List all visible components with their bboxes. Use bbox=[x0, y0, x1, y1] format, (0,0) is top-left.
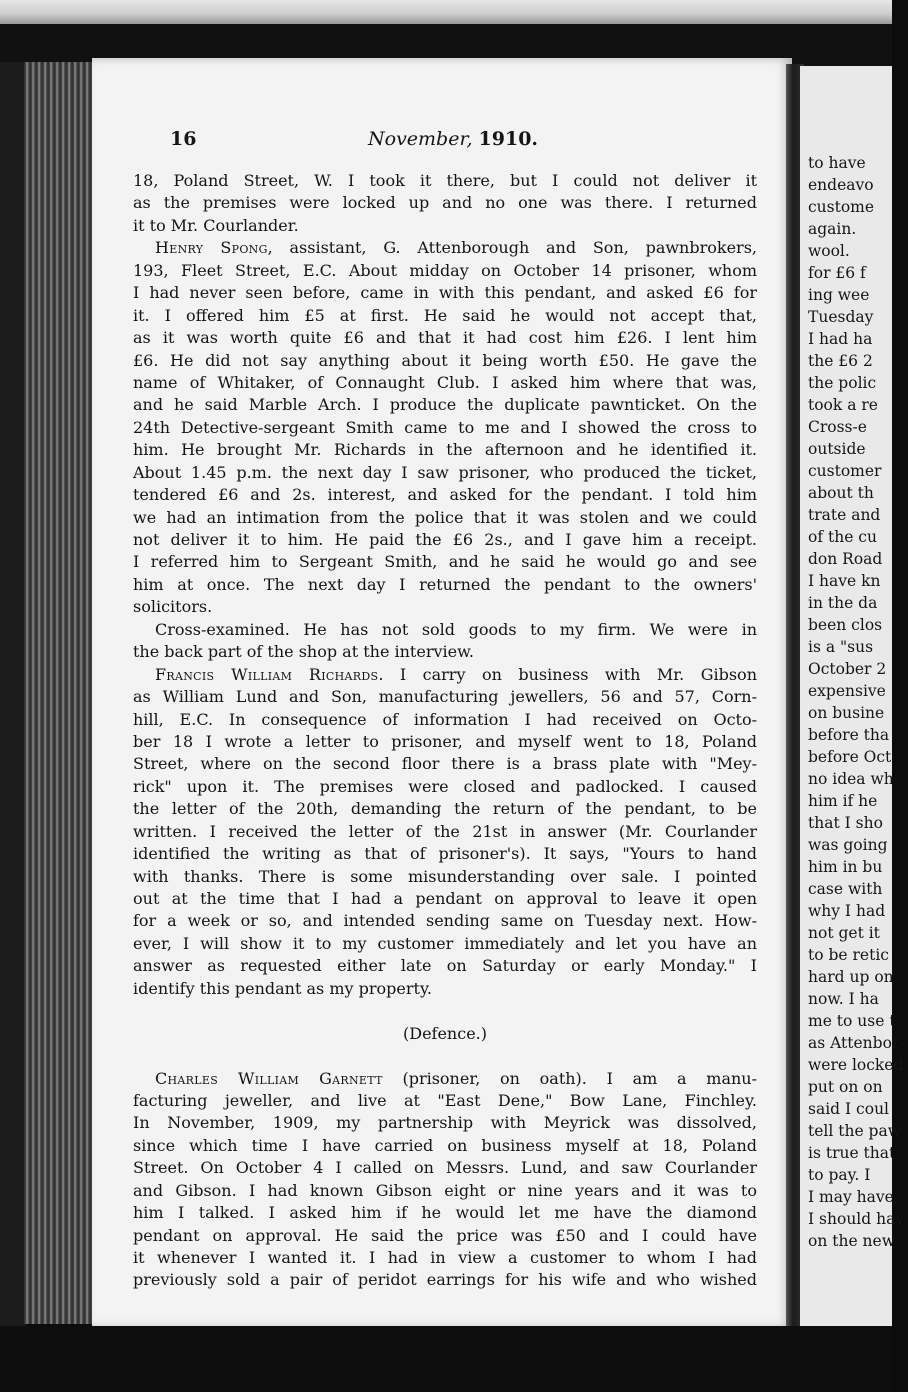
book-page-edges bbox=[24, 62, 94, 1324]
facing-page-line: October 2 bbox=[808, 660, 887, 678]
text-line: identified the writing as that of prisoner's). It says, "Yours to hand bbox=[133, 844, 757, 864]
facing-page-line: I had ha bbox=[808, 330, 873, 348]
facing-page-line: I have kn bbox=[808, 572, 881, 590]
facing-page-line: I may have bbox=[808, 1188, 894, 1206]
facing-page-line: expensive bbox=[808, 682, 886, 700]
text-line: ever, I will show it to my customer immediately and let you have an bbox=[133, 933, 757, 953]
facing-page-line: took a re bbox=[808, 396, 878, 414]
facing-page-line: was going bbox=[808, 836, 888, 854]
text-line: name of Whitaker, of Connaught Club. I asked him where that was, bbox=[133, 372, 757, 392]
facing-page-line: customer bbox=[808, 462, 882, 480]
text-line: tendered £6 and 2s. interest, and asked for the pendant. I told him bbox=[133, 485, 757, 505]
facing-page-line: hard up on bbox=[808, 968, 894, 986]
page-number: 16 bbox=[170, 128, 197, 150]
facing-page-line: before Oct bbox=[808, 748, 892, 766]
text-line: the letter of the 20th, demanding the return of the pendant, to be bbox=[133, 799, 757, 819]
text-line: it whenever I wanted it. I had in view a customer to whom I had bbox=[133, 1248, 757, 1267]
facing-page-line: again. bbox=[808, 220, 857, 238]
text-line: Charles William Garnett (prisoner, on oath). I am a manu- bbox=[155, 1068, 758, 1088]
facing-page-line: wool. bbox=[808, 242, 850, 260]
text-line: Henry Spong, assistant, G. Attenborough and Son, pawnbrokers, bbox=[155, 238, 757, 258]
facing-page-line: trate and bbox=[808, 506, 881, 524]
scan-bottom-edge bbox=[0, 1326, 892, 1392]
text-line: for a week or so, and intended sending same on Tuesday next. How- bbox=[133, 911, 757, 931]
text-line: I had never seen before, came in with this pendant, and asked £6 for bbox=[133, 283, 757, 303]
text-line: solicitors. bbox=[133, 597, 213, 617]
text-line: we had an intimation from the police that it was stolen and we could bbox=[133, 507, 757, 527]
section-heading-defence: (Defence.) bbox=[403, 1023, 487, 1043]
page-header bbox=[170, 128, 730, 158]
text-line: it to Mr. Courlander. bbox=[133, 215, 299, 235]
text-line: him. He brought Mr. Richards in the afternoon and he identified it. bbox=[133, 440, 757, 460]
text-line: it. I offered him £5 at first. He said he would not accept that, bbox=[133, 305, 757, 325]
text-line: £6. He did not say anything about it being worth £50. He gave the bbox=[133, 350, 757, 370]
text-line: and he said Marble Arch. I produce the duplicate pawnticket. On the bbox=[133, 395, 757, 415]
scan-left-margin bbox=[0, 62, 26, 1332]
facing-page-line: Tuesday bbox=[808, 308, 874, 326]
facing-page-line: him in bu bbox=[808, 858, 883, 876]
text-line: previously sold a pair of peridot earrings for his wife and who wished bbox=[133, 1270, 757, 1290]
text-line: him at once. The next day I returned the pendant to the owners' bbox=[133, 574, 757, 594]
facing-page-line: put on on bbox=[808, 1078, 883, 1096]
facing-page-line: before tha bbox=[808, 726, 890, 744]
text-line: him I talked. I asked him if he would let me have the diamond bbox=[133, 1203, 757, 1223]
text-line: the back part of the shop at the interview. bbox=[133, 642, 474, 662]
text-line: I referred him to Sergeant Smith, and he said he would go and see bbox=[133, 552, 757, 572]
running-head-year: 1910. bbox=[478, 128, 539, 150]
facing-page-line: said I coul bbox=[808, 1100, 890, 1118]
facing-page-line: me to use t bbox=[808, 1012, 896, 1030]
text-line: Cross-examined. He has not sold goods to my firm. We were in bbox=[155, 619, 757, 639]
text-line: 193, Fleet Street, E.C. About midday on October 14 prisoner, whom bbox=[133, 260, 757, 280]
text-line: pendant on approval. He said the price was £50 and I could have bbox=[133, 1225, 757, 1245]
facing-page-line: case with bbox=[808, 880, 883, 898]
facing-page-line: now. I ha bbox=[808, 990, 879, 1008]
facing-page-line: is a "sus bbox=[808, 638, 874, 656]
facing-page-line: I should hav bbox=[808, 1210, 905, 1228]
facing-page-line: of the cu bbox=[808, 528, 877, 546]
text-line: written. I received the letter of the 21st in answer (Mr. Courlander bbox=[133, 821, 757, 841]
text-line: with thanks. There is some misunderstanding over sale. I pointed bbox=[133, 866, 757, 886]
facing-page-line: in the da bbox=[808, 594, 878, 612]
text-line: as it was worth quite £6 and that it had cost him £26. I lent him bbox=[133, 328, 757, 348]
facing-page-line: the polic bbox=[808, 374, 877, 392]
facing-page-line: is true that bbox=[808, 1144, 896, 1162]
facing-page-line: the £6 2 bbox=[808, 352, 873, 370]
text-line: hill, E.C. In consequence of information I had received on Octo- bbox=[133, 709, 757, 729]
facing-page-line: about th bbox=[808, 484, 874, 502]
facing-page-line: as Attenbor bbox=[808, 1034, 900, 1052]
text-line: 18, Poland Street, W. I took it there, but I could not deliver it bbox=[133, 171, 757, 190]
facing-page-line: to be retic bbox=[808, 946, 889, 964]
facing-page-line: to have bbox=[808, 154, 866, 172]
facing-page bbox=[800, 66, 905, 1330]
facing-page-line: for £6 f bbox=[808, 264, 866, 282]
running-head bbox=[368, 128, 538, 150]
facing-page-line: ing wee bbox=[808, 286, 870, 304]
text-line: answer as requested either late on Saturday or early Monday." I bbox=[133, 956, 757, 976]
facing-page-line: Cross-e bbox=[808, 418, 867, 436]
facing-page-line: on the new bbox=[808, 1232, 895, 1250]
scan-top-edge bbox=[0, 0, 892, 24]
text-line: out at the time that I had a pendant on approval to leave it open bbox=[133, 889, 757, 908]
text-line: Street. On October 4 I called on Messrs. Lund, and saw Courlander bbox=[133, 1158, 757, 1178]
body-text bbox=[133, 170, 757, 1292]
facing-page-line: were locked bbox=[808, 1056, 904, 1074]
text-line: identify this pendant as my property. bbox=[133, 978, 432, 998]
facing-page-line: endeavo bbox=[808, 176, 874, 194]
facing-page-line: don Road bbox=[808, 550, 883, 568]
facing-page-line: that I sho bbox=[808, 814, 883, 832]
text-line: since which time I have carried on business myself at 18, Poland bbox=[133, 1135, 757, 1155]
facing-page-line: tell the paw bbox=[808, 1122, 901, 1140]
text-line: In November, 1909, my partnership with Meyrick was dissolved, bbox=[133, 1113, 757, 1133]
facing-page-line: been clos bbox=[808, 616, 883, 634]
text-line: 24th Detective-sergeant Smith came to me and I showed the cross to bbox=[133, 417, 757, 437]
facing-page-line: no idea wh bbox=[808, 770, 894, 788]
facing-page-line: why I had bbox=[808, 902, 886, 920]
text-line: as the premises were locked up and no one was there. I returned bbox=[133, 193, 757, 213]
facing-page-line: not get it bbox=[808, 924, 880, 942]
text-line: About 1.45 p.m. the next day I saw prisoner, who produced the ticket, bbox=[133, 462, 757, 482]
facing-page-line: him if he bbox=[808, 792, 878, 810]
facing-page-line: to pay. I bbox=[808, 1166, 871, 1184]
spacer bbox=[133, 1000, 757, 1022]
text-line: not deliver it to him. He paid the £6 2s., and I gave him a receipt. bbox=[133, 530, 757, 549]
text-line: rick" upon it. The premises were closed and padlocked. I caused bbox=[133, 776, 757, 796]
facing-page-line: outside bbox=[808, 440, 866, 458]
text-line: Street, where on the second floor there is a brass plate with "Mey- bbox=[133, 754, 757, 774]
text-line: facturing jeweller, and live at "East Dene," Bow Lane, Finchley. bbox=[133, 1090, 757, 1110]
text-line: Francis William Richards. I carry on business with Mr. Gibson bbox=[155, 664, 757, 684]
spacer bbox=[133, 1045, 757, 1067]
running-head-month: November, bbox=[368, 128, 473, 150]
facing-page-line: custome bbox=[808, 198, 875, 216]
facing-page-line: on busine bbox=[808, 704, 885, 722]
text-line: and Gibson. I had known Gibson eight or nine years and it was to bbox=[133, 1180, 757, 1200]
text-line: ber 18 I wrote a letter to prisoner, and myself went to 18, Poland bbox=[133, 731, 757, 751]
text-line: as William Lund and Son, manufacturing jewellers, 56 and 57, Corn- bbox=[133, 687, 757, 707]
